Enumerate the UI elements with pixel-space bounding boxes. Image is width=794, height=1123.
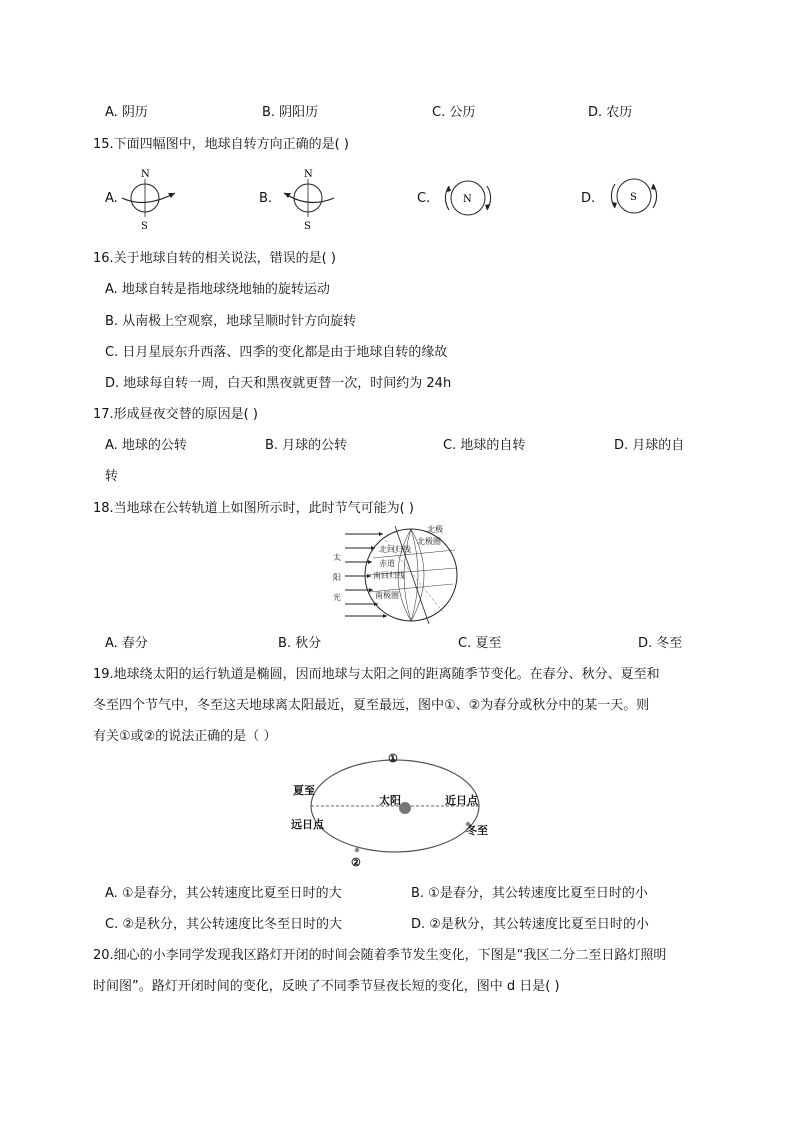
q18-option-c: C. 夏至 bbox=[458, 636, 502, 651]
q14-option-b: B. 阴阳历 bbox=[262, 105, 319, 120]
q19-aphelion-label: 远日点 bbox=[291, 818, 324, 831]
q18-option-d: D. 冬至 bbox=[638, 636, 683, 651]
q19-stem-line-3: 有关①或②的说法正确的是（ ） bbox=[93, 729, 277, 744]
q18-sun-char-3: 光 bbox=[333, 593, 341, 602]
q15-label-d: D. bbox=[581, 191, 596, 206]
q17-stem: 17.形成昼夜交替的原因是( ) bbox=[93, 407, 258, 422]
q19-stem-line-1: 19.地球绕太阳的运行轨道是椭圆，因而地球与太阳之间的距离随季节变化。在春分、秋分、夏至和 bbox=[93, 667, 660, 682]
q18-label-tropic-capricorn: 南回归线 bbox=[373, 571, 405, 580]
q19-perihelion-label: 近日点 bbox=[445, 794, 478, 807]
q20-stem-line-2: 时间图”。路灯开闭时间的变化，反映了不同季节昼夜长短的变化，图中 d 日是( ) bbox=[93, 979, 560, 994]
q15-globe-a bbox=[117, 165, 187, 233]
q19-marker-2: ② bbox=[351, 856, 361, 869]
q15-label-a: A. bbox=[105, 191, 118, 206]
q17-option-a: A. 地球的公转 bbox=[105, 438, 187, 453]
q20-stem-line-1: 20.细心的小李同学发现我区路灯开闭的时间会随着季节发生变化，下图是“我区二分二至日路灯照明 bbox=[93, 948, 667, 963]
q18-sun-char-2: 阳 bbox=[333, 573, 341, 582]
q18-label-antarctic-circle: 南极圈 bbox=[375, 591, 399, 600]
q19-option-d: D. ②是秋分，其公转速度比夏至日时的小 bbox=[411, 917, 649, 932]
q15-globe-b bbox=[278, 165, 348, 233]
q18-label-tropic-cancer: 北回归线 bbox=[379, 545, 411, 554]
q17-option-d: D. 月球的自 bbox=[614, 438, 685, 453]
q16-option-a: A. 地球自转是指地球绕地轴的旋转运动 bbox=[105, 282, 330, 297]
svg-text:N: N bbox=[304, 169, 313, 180]
q19-option-c: C. ②是秋分，其公转速度比冬至日时的大 bbox=[105, 917, 342, 932]
q18-stem: 18.当地球在公转轨道上如图所示时，此时节气可能为( ) bbox=[93, 501, 414, 516]
q16-option-d: D. 地球每自转一周，白天和黑夜就更替一次，时间约为 24h bbox=[105, 376, 452, 391]
q16-stem: 16.关于地球自转的相关说法，错误的是( ) bbox=[93, 251, 336, 266]
q19-option-a: A. ①是春分，其公转速度比夏至日时的大 bbox=[105, 886, 342, 901]
q17-option-b: B. 月球的公转 bbox=[265, 438, 348, 453]
q15-globe-d bbox=[605, 172, 663, 220]
q16-option-c: C. 日月星辰东升西落、四季的变化都是由于地球自转的缘故 bbox=[105, 345, 448, 360]
svg-text:N: N bbox=[463, 194, 472, 205]
q18-label-north-pole: 北极 bbox=[427, 525, 443, 534]
q19-orbit-figure bbox=[285, 748, 495, 870]
q19-winter-label: 冬至 bbox=[466, 824, 488, 837]
svg-text:N: N bbox=[141, 169, 150, 180]
q17-option-d-wrap: 转 bbox=[105, 469, 119, 484]
q18-sun-char-1: 太 bbox=[333, 553, 341, 562]
q18-label-arctic-circle: 北极圈 bbox=[417, 537, 441, 546]
q18-earth-figure bbox=[325, 520, 465, 624]
q19-option-b: B. ①是春分，其公转速度比夏至日时的小 bbox=[411, 886, 648, 901]
svg-text:S: S bbox=[630, 192, 637, 203]
q14-option-a: A. 阴历 bbox=[105, 105, 148, 120]
q17-option-c: C. 地球的自转 bbox=[443, 438, 526, 453]
q19-stem-line-2: 冬至四个节气中，冬至这天地球离太阳最近，夏至最远，图中①、②为春分或秋分中的某一天。则 bbox=[93, 698, 650, 713]
q18-option-a: A. 春分 bbox=[105, 636, 148, 651]
q14-option-c: C. 公历 bbox=[432, 105, 476, 120]
q18-label-equator: 赤道 bbox=[379, 559, 395, 568]
q15-stem: 15.下面四幅图中，地球自转方向正确的是( ) bbox=[93, 137, 349, 152]
q18-option-b: B. 秋分 bbox=[278, 636, 322, 651]
q19-marker-1: ① bbox=[388, 752, 398, 765]
q15-label-c: C. bbox=[417, 191, 431, 206]
svg-text:S: S bbox=[141, 221, 148, 232]
q15-globe-c bbox=[441, 174, 499, 222]
q15-label-b: B. bbox=[259, 191, 273, 206]
q14-option-d: D. 农历 bbox=[588, 105, 633, 120]
svg-text:S: S bbox=[304, 221, 311, 232]
q19-sun-label: 太阳 bbox=[379, 794, 401, 807]
q16-option-b: B. 从南极上空观察，地球呈顺时针方向旋转 bbox=[105, 314, 357, 329]
q19-summer-label: 夏至 bbox=[293, 784, 315, 797]
